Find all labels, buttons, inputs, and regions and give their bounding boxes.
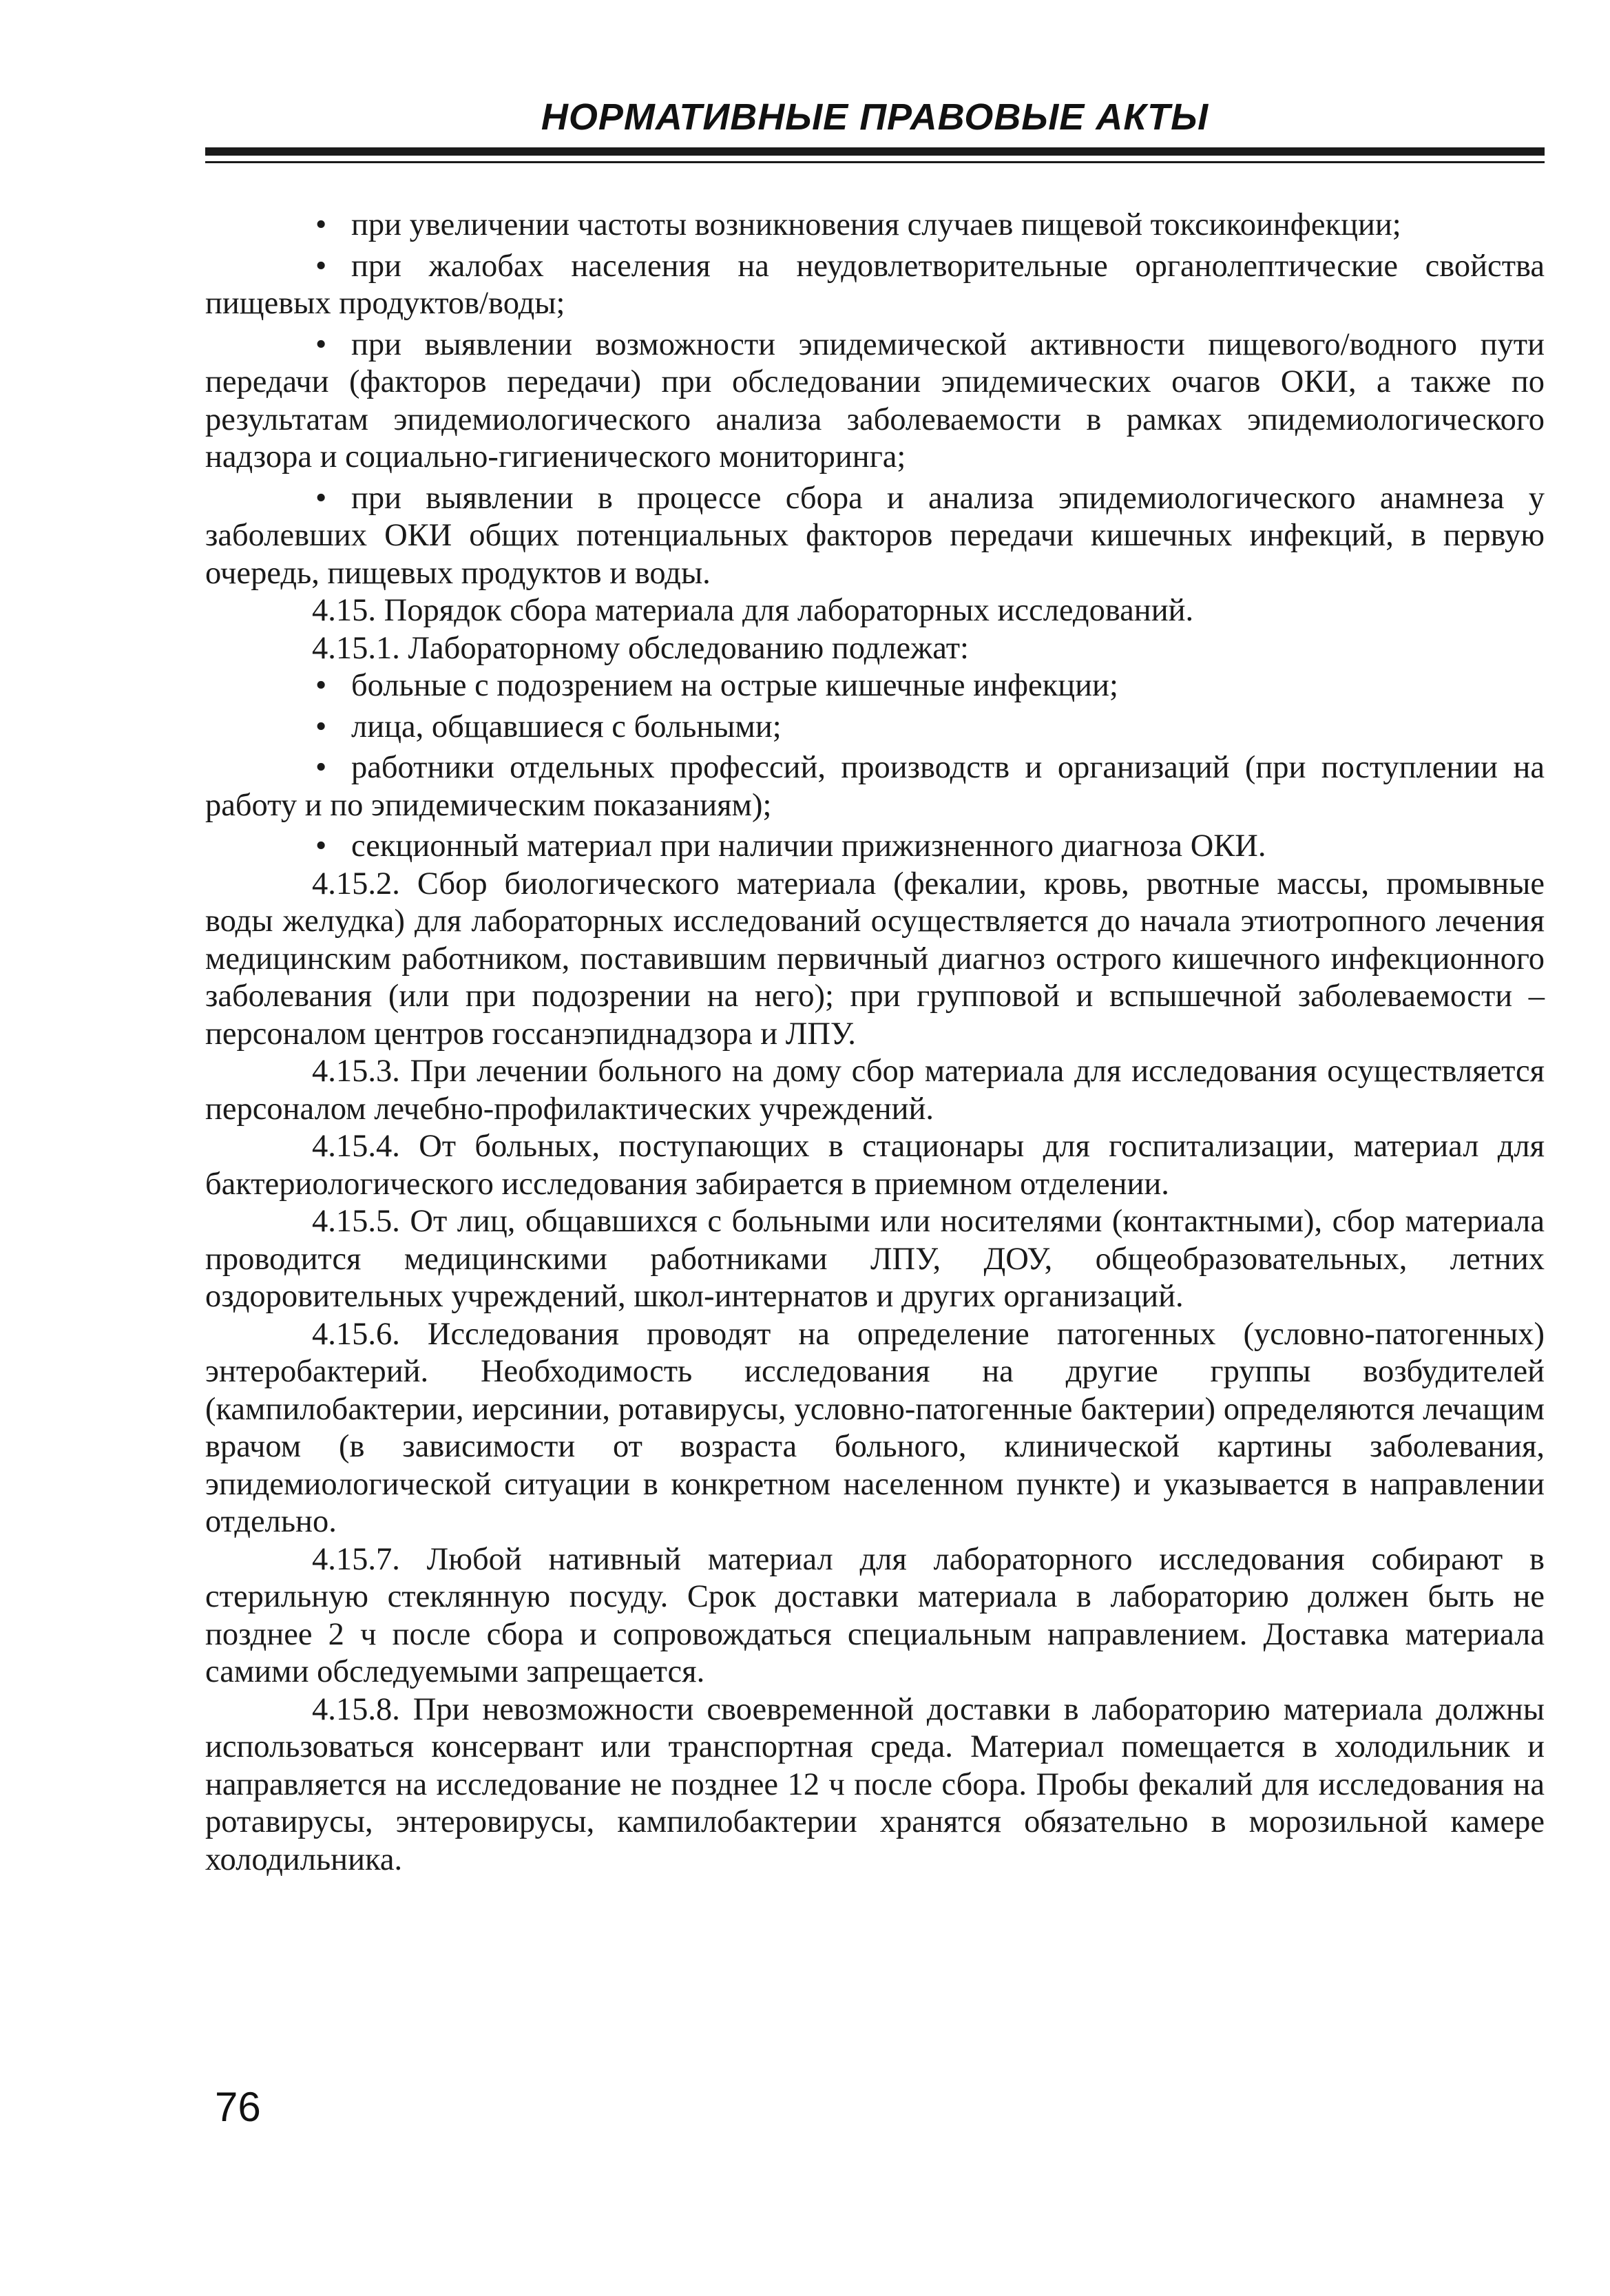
section-heading-4-15: 4.15. Порядок сбора материала для лабораторных исследований. bbox=[312, 593, 1194, 628]
paragraph-4-15-5: 4.15.5. От лиц, общавшихся с больными или носителями (контактными), сбор материала проводится медицинскими работниками ЛПУ, ДОУ, общеобразовательных, летних оздоровительных учреждений, школ-интернатов и других организаций. bbox=[205, 1204, 1545, 1314]
bullet-item: • при жалобах населения на неудовлетворительные органолептические свойства пищевых продуктов/воды; bbox=[205, 248, 1545, 321]
bullet-icon: • bbox=[315, 668, 327, 703]
header-rule-thick bbox=[205, 147, 1545, 156]
page-number: 76 bbox=[215, 2084, 261, 2130]
document-body bbox=[205, 207, 1545, 1879]
section-header: НОРМАТИВНЫЕ ПРАВОВЫЕ АКТЫ bbox=[541, 96, 1209, 138]
paragraph-4-15-3: 4.15.3. При лечении больного на дому сбор материала для исследования осуществляется персоналом лечебно-профилактических учреждений. bbox=[205, 1054, 1545, 1127]
bullet-item: • при выявлении в процессе сбора и анализа эпидемиологического анамнеза у заболевших ОКИ общих потенциальных факторов передачи кишечных инфекций, в первую очередь, пищевых продуктов и воды. bbox=[205, 480, 1545, 591]
header-rule-thin bbox=[205, 161, 1545, 163]
bullet-item: • лица, общавшиеся с больными; bbox=[205, 709, 1545, 747]
bullet-item: • при увеличении частоты возникновения случаев пищевой токсикоинфекции; bbox=[205, 207, 1545, 244]
bullet-icon: • bbox=[315, 207, 327, 242]
paragraph-4-15-1: 4.15.1. Лабораторному обследованию подлежат: bbox=[312, 630, 969, 666]
bullet-item: • при выявлении возможности эпидемической активности пищевого/водного пути передачи (факторов передачи) при обследовании эпидемических очагов ОКИ, а также по результатам эпидемиологического анализа заболеваемости в рамках эпидемиологического надзора и социально-гигиенического мониторинга; bbox=[205, 326, 1545, 474]
paragraph-4-15-7: 4.15.7. Любой нативный материал для лабораторного исследования собирают в стерильную стеклянную посуду. Срок доставки материала в лабораторию должен быть не позднее 2 ч после сбора и сопровождаться специальным направлением. Доставка материала самими обследуемыми запрещается. bbox=[205, 1541, 1545, 1689]
paragraph-4-15-4: 4.15.4. От больных, поступающих в стационары для госпитализации, материал для бактериологического исследования забирается в приемном отделении. bbox=[205, 1129, 1545, 1202]
paragraph-4-15-2: 4.15.2. Сбор биологического материала (фекалии, кровь, рвотные массы, промывные воды желудка) для лабораторных исследований осуществляется до начала этиотропного лечения медицинским работником, поставившим первичный диагноз острого кишечного инфекционного заболевания (или при подозрении на него); при групповой и вспышечной заболеваемости – персоналом центров госсанэпиднадзора и ЛПУ. bbox=[205, 866, 1545, 1052]
bullet-icon: • bbox=[315, 248, 327, 284]
bullet-item: • больные с подозрением на острые кишечные инфекции; bbox=[205, 667, 1545, 705]
bullet-icon: • bbox=[315, 828, 327, 864]
paragraph-4-15-8: 4.15.8. При невозможности своевременной доставки в лабораторию материала должны использоваться консервант или транспортная среда. Материал помещается в холодильник и направляется на исследование не позднее 12 ч после сбора. Пробы фекалий для исследования на ротавирусы, энтеровирусы, кампилобактерии хранятся обязательно в морозильной камере холодильника. bbox=[205, 1691, 1545, 1877]
bullet-icon: • bbox=[315, 709, 327, 744]
bullet-item: • секционный материал при наличии прижизненного диагноза ОКИ. bbox=[205, 828, 1545, 866]
bullet-icon: • bbox=[315, 326, 327, 362]
bullet-item: • работники отдельных профессий, производств и организаций (при поступлении на работу и по эпидемическим показаниям); bbox=[205, 750, 1545, 823]
paragraph-4-15-6: 4.15.6. Исследования проводят на определение патогенных (условно-патогенных) энтеробактерий. Необходимость исследования на другие группы возбудителей (кампилобактерии, иерсинии, ротавирусы, условно-патогенные бактерии) определяются лечащим врачом (в зависимости от возраста больного, клинической картины заболевания, эпидемиологической ситуации в конкретном населенном пункте) и указывается в направлении отдельно. bbox=[205, 1316, 1545, 1539]
bullet-icon: • bbox=[315, 750, 327, 785]
bullet-icon: • bbox=[315, 480, 327, 516]
